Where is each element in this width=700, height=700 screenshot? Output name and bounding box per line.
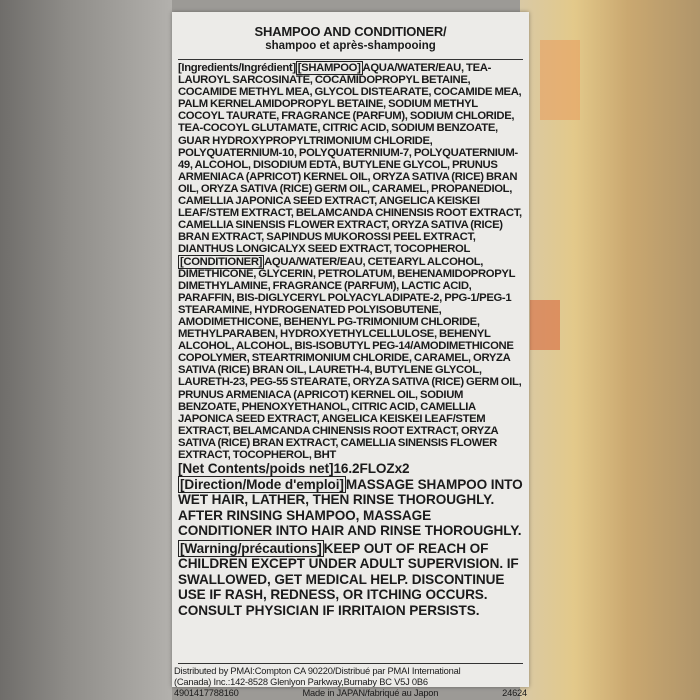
label-body [178,62,523,618]
conditioner-section [178,256,523,462]
label-footer [174,666,527,699]
bottom-divider [178,663,523,664]
net-contents-value: 16.2FLOZx2 [333,461,410,477]
barcode-number: 4901417788160 [174,688,239,698]
lot-number: 24624 [502,688,527,698]
warning-label: [Warning/précautions] [180,540,322,556]
shampoo-ingredients: AQUA/WATER/EAU, TEA-LAUROYL SARCOSINATE, COCAMIDOPROPYL BETAINE, COCAMIDE METHYL MEA, GLYCOL DISTEARATE, COCAMIDE MEA, PALM KERNELAMIDOPROPYL BETAINE, SODIUM METHYL COCOYL TAURATE, FRAGRANCE (PARFUM), SODIUM CHLORIDE, TEA-COCOYL GLUTAMATE, CITRIC ACID, SODIUM BENZOATE, GUAR HYDROXYPROPYLTRIMONIUM CHLORIDE, POLYQUATERNIUM-10, POLYQUATERNIUM-7, POLYQUATERNIUM-49, ALCOHOL, DISODIUM EDTA, BUTYLENE GLYCOL, PRUNUS ARMENIACA (APRICOT) KERNEL OIL, ORYZA SATIVA (RICE) BRAN OIL, ORYZA SATIVA (RICE) GERM OIL, CARAMEL, PROPANEDIOL, CAMELLIA JAPONICA SEED EXTRACT, ANGELICA KEISKEI LEAF/STEM EXTRACT, BELAMCANDA CHINENSIS ROOT EXTRACT, CAMELLIA SINENSIS FLOWER EXTRACT, ORYZA SATIVA (RICE) BRAN EXTRACT, SAPINDUS MUKOROSSI PEEL EXTRACT, DIANTHUS LONGICALYX SEED EXTRACT, TOCOPHEROL [178,62,522,256]
background-right [520,0,700,700]
background-patch [530,300,560,350]
conditioner-ingredients: AQUA/WATER/EAU, CETEARYL ALCOHOL, DIMETHICONE, GLYCERIN, PETROLATUM, BEHENAMIDOPROPYL DIMETHYLAMINE, FRAGRANCE (PARFUM), LACTIC ACID, PARAFFIN, BIS-DIGLYCERYL POLYACYLADIPATE-2, PPG-1/PEG-1 STEARAMINE, HYDROGENATED POLYISOBUTENE, AMODIMETHICONE, BEHENYL PG-TRIMONIUM CHLORIDE, METHYLPARABEN, HYDROXYETHYLCELLULOSE, BEHENYL ALCOHOL, ALCOHOL, BIS-ISOBUTYL PEG-14/AMODIMETHICONE COPOLYMER, STEARTRIMONIUM CHLORIDE, CARAMEL, ORYZA SATIVA (RICE) BRAN OIL, LAURETH-4, BUTYLENE GLYCOL, LAURETH-23, PEG-55 STEARATE, ORYZA SATIVA (RICE) GERM OIL, PRUNUS ARMENIACA (APRICOT) KERNEL OIL, SODIUM BENZOATE, PHENOXYETHANOL, CITRIC ACID, CAMELLIA JAPONICA SEED EXTRACT, ANGELICA KEISKEI LEAF/STEM EXTRACT, BELAMCANDA CHINENSIS ROOT EXTRACT, ORYZA SATIVA (RICE) BRAN EXTRACT, CAMELLIA SINENSIS FLOWER EXTRACT, TOCOPHEROL, BHT [178,255,522,461]
distributor-line-1: Distributed by PMAI:Compton CA 90220/Distribué par PMAI International [174,666,461,676]
background-patch [540,40,580,120]
top-divider [178,59,523,60]
shampoo-label: [SHAMPOO] [297,62,361,74]
label-title: SHAMPOO AND CONDITIONER/ [254,24,447,39]
ingredients-section [178,62,523,256]
net-contents-label: [Net Contents/poids net] [178,461,334,477]
distributor-line-2: (Canada) Inc.:142-8528 Glenlyon Parkway,Burnaby BC V5J 0B6 [174,677,428,687]
net-contents [178,461,523,477]
origin-text: Made in JAPAN/fabriqué au Japon [302,688,439,698]
direction-text: MASSAGE SHAMPOO INTO WET HAIR, LATHER, THEN RINSE THOROUGHLY. AFTER RINSING SHAMPOO, MASSAGE CONDITIONER INTO HAIR AND RINSE THOROUGHLY. [178,476,523,539]
conditioner-label: [CONDITIONER] [180,255,263,268]
direction-label: [Direction/Mode d'emploi] [180,476,344,492]
product-label [172,12,529,698]
label-subtitle: shampoo et après-shampooing [265,40,436,52]
direction-section [178,477,523,539]
warning-text: KEEP OUT OF REACH OF CHILDREN EXCEPT UNDER ADULT SUPERVISION. IF SWALLOWED, GET MEDICAL HELP. DISCONTINUE USE IF RASH, REDNESS, OR ITCHING OCCURS. CONSULT PHYSICIAN IF IRRITAION PERSISTS. [178,540,519,618]
ingredients-label: [Ingredients/Ingrédient] [178,62,296,74]
background-left [0,0,172,700]
warning-section [178,541,523,619]
footer-codes-row [174,688,527,699]
